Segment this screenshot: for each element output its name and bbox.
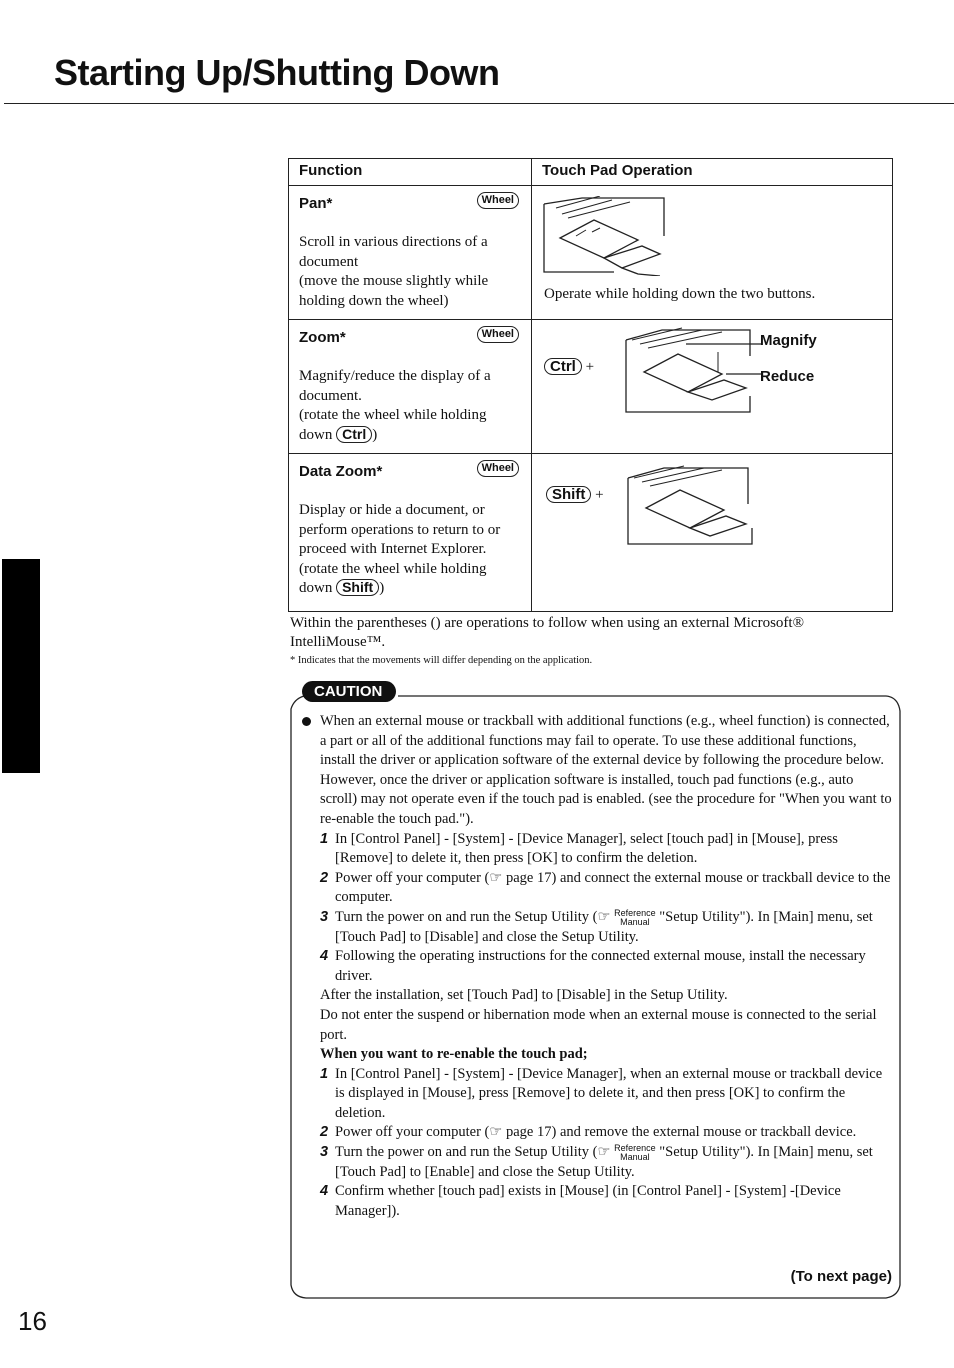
- caution-body: [320, 712, 893, 1221]
- install-step: 2 Power off your computer (☞ page 17) and connect the external mouse or trackball device to the computer.: [320, 869, 891, 906]
- zoom-function-cell: [289, 320, 532, 454]
- footnote: * Indicates that the movements will differ depending on the application.: [290, 655, 593, 666]
- zoom-name: Zoom*: [299, 329, 346, 346]
- reduce-label: Reduce: [760, 368, 815, 385]
- parentheses-note: Within the parentheses () are operations to follow when using an external Microsoft® IntelliMouse™.: [290, 615, 804, 650]
- zoom-desc: Magnify/reduce the display of a document.: [299, 368, 491, 404]
- shift-key-icon: Shift: [546, 486, 591, 503]
- touchpad-data-zoom-icon: [624, 464, 754, 548]
- zoom-operation-cell: [532, 320, 893, 454]
- bullet-icon: [302, 717, 311, 726]
- data-zoom-desc: Display or hide a document, or perform operations to return to or proceed with Internet Explorer.: [299, 502, 501, 557]
- function-table: [288, 158, 893, 612]
- page-number: 16: [18, 1306, 47, 1336]
- touchpad-two-buttons-icon: [542, 196, 667, 276]
- reenable-step: 1 In [Control Panel] - [System] - [Device Manager], when an external mouse or trackball device is displayed in [Mouse], press [Remove] to delete it, and then press [OK] to confirm the deletion.: [320, 1065, 883, 1121]
- reference-manual-icon[interactable]: Reference Manual: [614, 1142, 656, 1162]
- reenable-heading: When you want to re-enable the touch pad;: [320, 1046, 588, 1063]
- pan-name: Pan*: [299, 195, 333, 212]
- pointer-icon: ☞: [597, 908, 611, 925]
- pan-operation-caption: Operate while holding down the two buttons.: [544, 286, 816, 302]
- pointer-icon: ☞: [489, 869, 503, 886]
- header-function: Function: [289, 159, 532, 186]
- install-step: 3 Turn the power on and run the Setup Utility (☞ Reference Manual "Setup Utility"). In [Main] menu, set [Touch Pad] to [Disable] and close the Setup Utility.: [320, 907, 873, 945]
- zoom-desc-op: (rotate the wheel while holding down Ctrl ): [299, 407, 487, 443]
- pan-operation-cell: [532, 186, 893, 320]
- wheel-key-icon: Wheel: [477, 326, 519, 343]
- page-reference-link[interactable]: page 17: [506, 869, 552, 886]
- install-step: 1 In [Control Panel] - [System] - [Device Manager], select [touch pad] in [Mouse], press [Remove] to delete it, then press [OK] to confirm the deletion.: [320, 830, 838, 867]
- shift-key-icon: Shift: [336, 579, 379, 596]
- to-next-page[interactable]: (To next page): [790, 1268, 892, 1285]
- pan-desc-op: (move the mouse slightly while holding down the wheel): [299, 273, 489, 309]
- data-zoom-function-cell: [289, 454, 532, 612]
- data-zoom-desc-op: (rotate the wheel while holding down Shift ): [299, 560, 487, 596]
- ctrl-key-icon: Ctrl: [336, 426, 372, 443]
- data-zoom-key-combo: Shift +: [546, 486, 604, 504]
- serial-port-note: Do not enter the suspend or hibernation mode when an external mouse is connected to the serial port.: [320, 1006, 877, 1043]
- install-step: 4 Following the operating instructions for the connected external mouse, install the necessary driver.: [320, 948, 866, 984]
- ctrl-key-icon: Ctrl: [544, 358, 582, 375]
- wheel-key-icon: Wheel: [477, 460, 519, 477]
- data-zoom-operation-cell: [532, 454, 893, 612]
- pointer-icon: ☞: [489, 1124, 503, 1141]
- reenable-step: 4 Confirm whether [touch pad] exists in [Mouse] (in [Control Panel] - [System] -[Device Manager]).: [320, 1183, 841, 1219]
- header-touch-pad-operation: Touch Pad Operation: [532, 159, 893, 186]
- caution-box: [290, 683, 902, 1300]
- pan-function-cell: [289, 186, 532, 320]
- caution-intro: When an external mouse or trackball with additional functions (e.g., wheel function) is connected, a part or all of the additional functions may fail to operate. To use these additional functions, install the driver or application software of the external device by following the procedure below. However, once the driver or application software is installed, touch pad functions (e.g., auto scroll) may not operate even if the touch pad is enabled. (see the procedure for "When you want to re-enable the touch pad.").: [320, 713, 892, 827]
- zoom-key-combo: Ctrl +: [544, 358, 594, 376]
- pointer-icon: ☞: [597, 1144, 611, 1161]
- wheel-key-icon: Wheel: [477, 192, 519, 209]
- reenable-step: 3 Turn the power on and run the Setup Utility (☞ Reference Manual "Setup Utility"). In [Main] menu, set [Touch Pad] to [Enable] and close the Setup Utility.: [320, 1142, 873, 1180]
- touchpad-zoom-icon: [622, 326, 762, 416]
- reference-manual-icon[interactable]: Reference Manual: [614, 907, 656, 927]
- after-install-note: After the installation, set [Touch Pad] to [Disable] in the Setup Utility.: [320, 987, 728, 1004]
- section-tab: [2, 559, 40, 773]
- page-reference-link[interactable]: page 17: [506, 1124, 552, 1141]
- pan-desc: Scroll in various directions of a document: [299, 234, 488, 270]
- data-zoom-name: Data Zoom*: [299, 463, 383, 480]
- caution-badge: CAUTION: [302, 681, 396, 702]
- magnify-label: Magnify: [760, 332, 817, 349]
- page-title: Starting Up/Shutting Down: [54, 52, 500, 93]
- reenable-step: 2 Power off your computer (☞ page 17) and remove the external mouse or trackball device.: [320, 1124, 857, 1141]
- title-rule: [4, 103, 954, 104]
